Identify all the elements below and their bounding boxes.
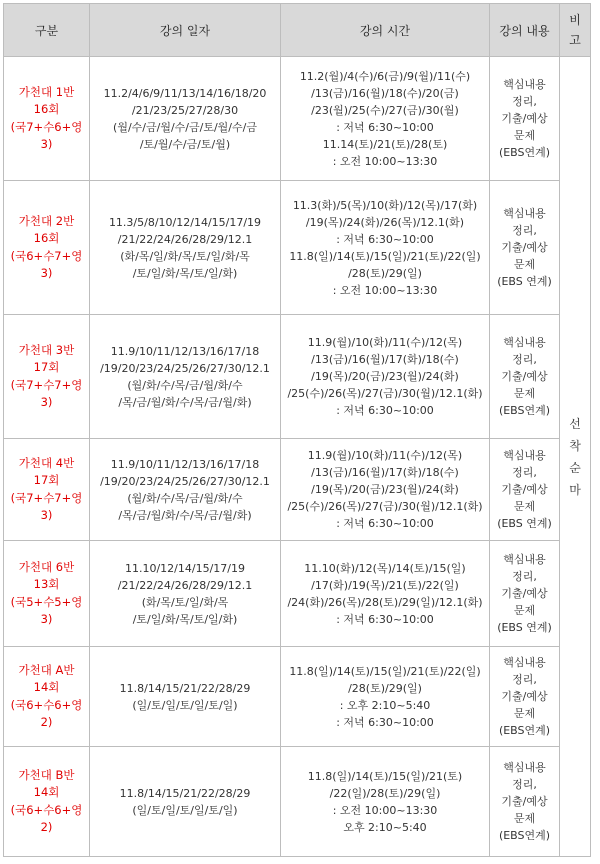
content-line: 핵심내용 bbox=[503, 761, 546, 774]
content-line: 핵심내용 bbox=[503, 207, 546, 220]
content-line: (EBS연계) bbox=[498, 404, 551, 417]
class-line: 3) bbox=[40, 612, 53, 626]
class-line: 17회 bbox=[33, 473, 60, 487]
content-line: 기출/예상 bbox=[501, 370, 548, 383]
content-line: 정리, bbox=[512, 95, 537, 108]
time-line: /24(화)/26(목)/28(토)/29(일)/12.1(화) bbox=[287, 595, 483, 609]
content-line: 핵심내용 bbox=[503, 78, 546, 91]
time-line: 오후 2:10~5:40 bbox=[343, 820, 427, 834]
class-line: 2) bbox=[40, 715, 53, 729]
content-cell bbox=[490, 315, 560, 439]
time-line: : 저녁 6:30~10:00 bbox=[336, 232, 434, 246]
content-line: 정리, bbox=[512, 778, 537, 791]
time-line: /25(수)/26(목)/27(금)/30(월)/12.1(화) bbox=[287, 387, 483, 400]
time-line: /19(목)/20(금)/23(월)/24(화) bbox=[311, 370, 459, 383]
content-line: 핵심내용 bbox=[503, 656, 546, 669]
dates-line: 11.8/14/15/21/22/28/29 bbox=[119, 681, 251, 695]
dates-line: /19/20/23/24/25/26/27/30/12.1 bbox=[100, 474, 270, 488]
dates-line: (월/화/수/목/금/월/화/수 bbox=[127, 378, 243, 392]
time-cell bbox=[281, 439, 490, 541]
class-line: (국7+수7+영 bbox=[10, 490, 83, 505]
content-cell bbox=[490, 57, 560, 181]
class-line: 16회 bbox=[33, 102, 60, 116]
content-line: 문제 bbox=[513, 258, 536, 271]
class-line: 가천대 A반 bbox=[18, 662, 75, 677]
note-char: 마 bbox=[569, 482, 581, 497]
content-line: 기출/예상 bbox=[501, 112, 548, 125]
header-dates: 강의 일자 bbox=[90, 4, 281, 57]
note-char: 선 bbox=[569, 416, 581, 431]
time-cell bbox=[281, 541, 490, 647]
content-line: 문제 bbox=[513, 812, 536, 825]
class-line: (국5+수5+영 bbox=[10, 594, 83, 609]
time-line: : 저녁 6:30~10:00 bbox=[336, 612, 434, 626]
dates-line: 11.2/4/6/9/11/13/14/16/18/20 bbox=[103, 86, 267, 100]
table-row bbox=[4, 439, 591, 541]
content-line: 기출/예상 bbox=[501, 587, 548, 600]
note-cell bbox=[560, 57, 591, 857]
note-char: 순 bbox=[569, 460, 581, 475]
content-line: 문제 bbox=[513, 387, 536, 400]
dates-line: /목/금/월/화/수/목/금/월/화) bbox=[118, 395, 252, 409]
class-line: 2) bbox=[40, 820, 53, 834]
content-line: 핵심내용 bbox=[503, 449, 546, 462]
header-content: 강의 내용 bbox=[490, 4, 560, 57]
header-note-char: 고 bbox=[569, 33, 581, 47]
dates-line: (일/토/일/토/일/토/일) bbox=[132, 698, 238, 712]
class-line: 가천대 6반 bbox=[18, 559, 75, 574]
class-line: 가천대 1반 bbox=[18, 84, 75, 99]
time-line: /25(수)/26(목)/27(금)/30(월)/12.1(화) bbox=[287, 500, 483, 513]
class-line: 14회 bbox=[33, 680, 60, 694]
dates-line: 11.3/5/8/10/12/14/15/17/19 bbox=[108, 215, 262, 229]
time-line: : 오전 10:00~13:30 bbox=[332, 803, 438, 817]
dates-cell bbox=[90, 57, 281, 181]
dates-line: (화/목/토/일/화/목 bbox=[141, 595, 229, 609]
class-line: (국6+수7+영 bbox=[10, 248, 83, 263]
time-line: /28(토)/29(일) bbox=[348, 266, 422, 280]
content-cell bbox=[490, 647, 560, 747]
content-line: 문제 bbox=[513, 707, 536, 720]
table-row bbox=[4, 647, 591, 747]
time-line: 11.8(일)/14(토)/15(일)/21(토) bbox=[307, 769, 463, 783]
class-line: 가천대 B반 bbox=[18, 767, 75, 782]
class-cell bbox=[4, 181, 90, 315]
content-line: 기출/예상 bbox=[501, 690, 548, 703]
table-row bbox=[4, 181, 591, 315]
class-line: 3) bbox=[40, 508, 53, 522]
schedule-wrapper bbox=[3, 3, 590, 855]
time-line: /13(금)/16(월)/17(화)/18(수) bbox=[311, 466, 459, 479]
content-cell bbox=[490, 541, 560, 647]
dates-cell bbox=[90, 315, 281, 439]
time-line: /17(화)/19(목)/21(토)/22(일) bbox=[311, 578, 459, 592]
class-cell bbox=[4, 747, 90, 857]
class-line: 3) bbox=[40, 266, 53, 280]
class-line: 16회 bbox=[33, 231, 60, 245]
time-line: 11.14(토)/21(토)/28(토) bbox=[322, 137, 448, 151]
dates-cell bbox=[90, 181, 281, 315]
content-line: (EBS 연계) bbox=[497, 621, 552, 634]
dates-cell bbox=[90, 439, 281, 541]
class-line: (국6+수6+영 bbox=[10, 802, 83, 817]
time-line: : 저녁 6:30~10:00 bbox=[336, 120, 434, 134]
content-line: 기출/예상 bbox=[501, 795, 548, 808]
dates-line: /토/월/수/금/토/월) bbox=[139, 137, 231, 151]
class-line: (국7+수6+영 bbox=[10, 119, 83, 134]
dates-line: 11.8/14/15/21/22/28/29 bbox=[119, 786, 251, 800]
dates-line: /토/일/화/목/토/일/화) bbox=[132, 266, 238, 280]
content-line: 문제 bbox=[513, 500, 536, 513]
class-line: 13회 bbox=[33, 577, 60, 591]
time-cell bbox=[281, 57, 490, 181]
dates-line: /목/금/월/화/수/목/금/월/화) bbox=[118, 508, 252, 522]
time-line: : 오후 2:10~5:40 bbox=[339, 698, 431, 712]
time-line: 11.3(화)/5(목)/10(화)/12(목)/17(화) bbox=[292, 198, 478, 212]
content-line: (EBS 연계) bbox=[497, 275, 552, 288]
time-line: 11.2(월)/4(수)/6(금)/9(월)/11(수) bbox=[299, 69, 471, 83]
time-cell bbox=[281, 181, 490, 315]
time-line: 11.8(일)/14(토)/15(일)/21(토)/22(일) bbox=[289, 664, 481, 678]
dates-cell bbox=[90, 541, 281, 647]
class-cell bbox=[4, 57, 90, 181]
class-line: 가천대 2반 bbox=[18, 213, 75, 228]
time-line: 11.9(월)/10(화)/11(수)/12(목) bbox=[307, 336, 463, 349]
table-row bbox=[4, 315, 591, 439]
time-line: /19(목)/24(화)/26(목)/12.1(화) bbox=[305, 215, 465, 229]
content-line: 정리, bbox=[512, 673, 537, 686]
time-line: /28(토)/29(일) bbox=[348, 681, 422, 695]
content-cell bbox=[490, 747, 560, 857]
content-line: 핵심내용 bbox=[503, 336, 546, 349]
time-line: : 저녁 6:30~10:00 bbox=[336, 517, 434, 530]
time-line: : 저녁 6:30~10:00 bbox=[336, 715, 434, 729]
class-line: (국7+수7+영 bbox=[10, 377, 83, 392]
dates-line: /21/22/24/26/28/29/12.1 bbox=[117, 578, 253, 592]
class-cell bbox=[4, 439, 90, 541]
content-line: 정리, bbox=[512, 570, 537, 583]
time-cell bbox=[281, 747, 490, 857]
content-line: (EBS 연계) bbox=[497, 517, 552, 530]
header-row bbox=[4, 4, 591, 57]
content-line: 정리, bbox=[512, 224, 537, 237]
content-line: (EBS연계) bbox=[498, 829, 551, 842]
dates-cell bbox=[90, 647, 281, 747]
time-cell bbox=[281, 647, 490, 747]
class-line: 14회 bbox=[33, 785, 60, 799]
time-cell bbox=[281, 315, 490, 439]
dates-line: (화/목/일/화/목/토/일/화/목 bbox=[120, 249, 250, 263]
class-line: 3) bbox=[40, 395, 53, 409]
dates-line: (월/화/수/목/금/월/화/수 bbox=[127, 491, 243, 505]
class-cell bbox=[4, 541, 90, 647]
table-row bbox=[4, 57, 591, 181]
header-time: 강의 시간 bbox=[281, 4, 490, 57]
time-line: : 오전 10:00~13:30 bbox=[332, 283, 438, 297]
content-line: 기출/예상 bbox=[501, 241, 548, 254]
class-line: 가천대 3반 bbox=[18, 342, 75, 357]
time-line: /13(금)/16(월)/17(화)/18(수) bbox=[311, 353, 459, 366]
header-note-char: 비 bbox=[569, 13, 581, 27]
content-line: (EBS연계) bbox=[498, 146, 551, 159]
content-cell bbox=[490, 181, 560, 315]
dates-line: /19/20/23/24/25/26/27/30/12.1 bbox=[100, 361, 270, 375]
content-line: 문제 bbox=[513, 604, 536, 617]
schedule-table bbox=[3, 3, 591, 857]
time-line: 11.10(화)/12(목)/14(토)/15(일) bbox=[304, 561, 466, 575]
time-line: /19(목)/20(금)/23(월)/24(화) bbox=[311, 483, 459, 496]
class-cell bbox=[4, 315, 90, 439]
content-line: (EBS연계) bbox=[498, 724, 551, 737]
time-line: : 오전 10:00~13:30 bbox=[332, 154, 438, 168]
time-line: /23(월)/25(수)/27(금)/30(월) bbox=[311, 103, 459, 117]
content-line: 문제 bbox=[513, 129, 536, 142]
dates-line: /21/23/25/27/28/30 bbox=[131, 103, 239, 117]
dates-line: (일/토/일/토/일/토/일) bbox=[132, 803, 238, 817]
class-line: 17회 bbox=[33, 360, 60, 374]
dates-line: /21/22/24/26/28/29/12.1 bbox=[117, 232, 253, 246]
time-line: 11.9(월)/10(화)/11(수)/12(목) bbox=[307, 449, 463, 462]
dates-line: 11.9/10/11/12/13/16/17/18 bbox=[110, 457, 260, 471]
content-line: 핵심내용 bbox=[503, 553, 546, 566]
dates-line: (월/수/금/월/수/금/토/월/수/금 bbox=[113, 120, 257, 134]
dates-line: /토/일/화/목/토/일/화) bbox=[132, 612, 238, 626]
class-line: 3) bbox=[40, 137, 53, 151]
content-cell bbox=[490, 439, 560, 541]
time-line: 11.8(일)/14(토)/15(일)/21(토)/22(일) bbox=[289, 249, 481, 263]
class-cell bbox=[4, 647, 90, 747]
note-char: 착 bbox=[569, 438, 581, 453]
table-row bbox=[4, 747, 591, 857]
dates-cell bbox=[90, 747, 281, 857]
time-line: /13(금)/16(월)/18(수)/20(금) bbox=[311, 86, 459, 100]
dates-line: 11.9/10/11/12/13/16/17/18 bbox=[110, 344, 260, 358]
header-note bbox=[560, 4, 591, 57]
class-line: 가천대 4반 bbox=[18, 455, 75, 470]
time-line: /22(일)/28(토)/29(일) bbox=[329, 786, 441, 800]
table-row bbox=[4, 541, 591, 647]
dates-line: 11.10/12/14/15/17/19 bbox=[124, 561, 245, 575]
class-line: (국6+수6+영 bbox=[10, 697, 83, 712]
content-line: 정리, bbox=[512, 353, 537, 366]
content-line: 기출/예상 bbox=[501, 483, 548, 496]
time-line: : 저녁 6:30~10:00 bbox=[336, 404, 434, 417]
header-class: 구분 bbox=[4, 4, 90, 57]
content-line: 정리, bbox=[512, 466, 537, 479]
